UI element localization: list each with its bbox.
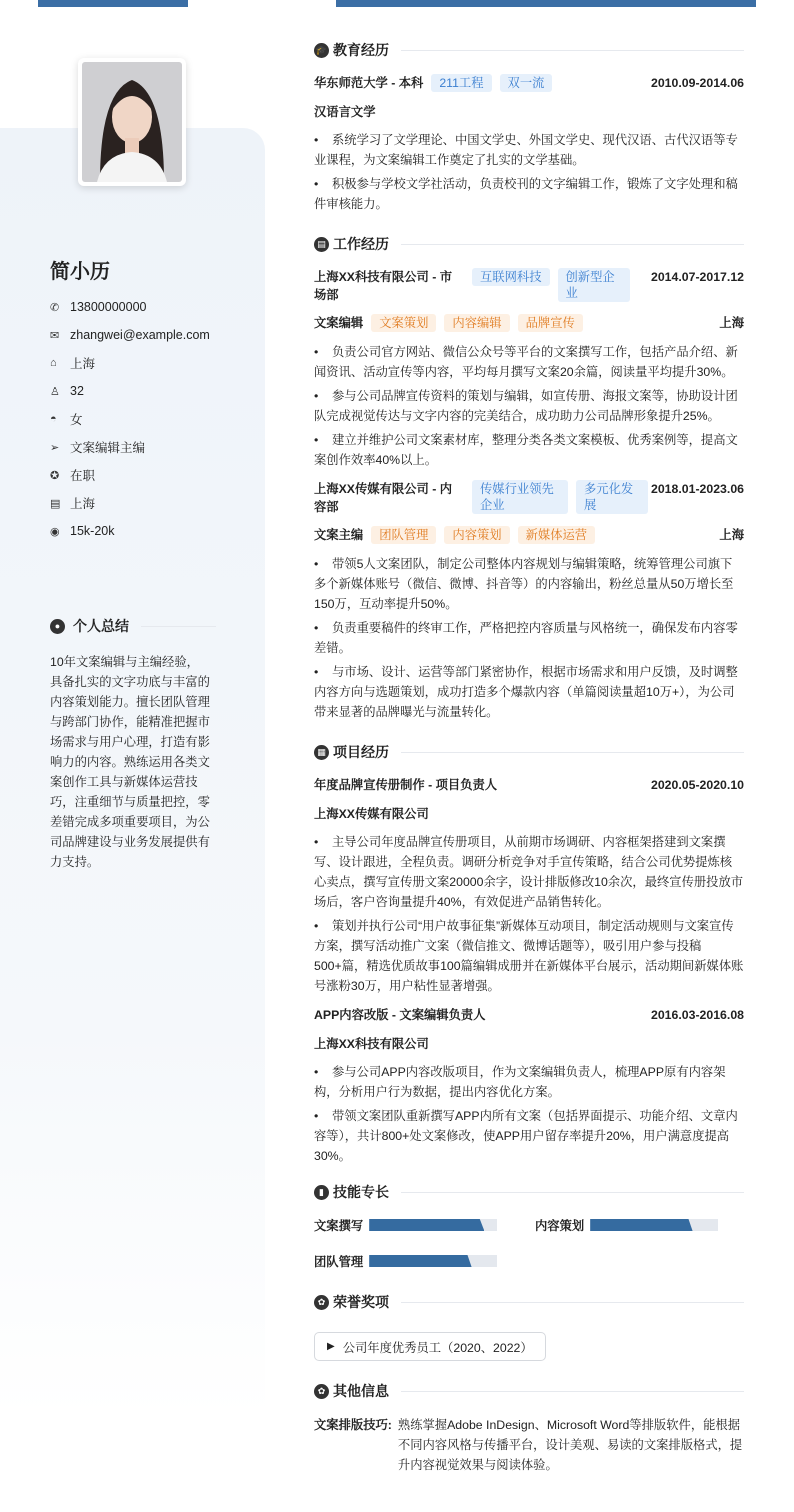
section-title: 技能专长	[333, 1184, 389, 1200]
education-heading	[314, 38, 744, 62]
project-entry	[314, 1006, 744, 1166]
date: 2014.07-2017.12	[651, 270, 744, 284]
bullet: • 参与公司品牌宣传资料的策划与编辑，如宣传册、海报文案等，协助设计团队完成视觉传达与文字内容的完美结合，成功助力公司品牌形象提升25%。	[314, 386, 744, 426]
job-bullets	[314, 342, 744, 470]
other-heading	[314, 1379, 744, 1403]
briefcase-icon: ▤	[314, 237, 329, 252]
top-accent-bar-right	[336, 0, 756, 7]
section-title: 教育经历	[333, 42, 389, 58]
job-entry	[314, 268, 744, 470]
date: 2010.09-2014.06	[651, 76, 744, 90]
major: 汉语言文学	[314, 105, 376, 119]
candidate-name: 简小历	[50, 261, 110, 283]
other-label: 文案排版技巧:	[314, 1418, 392, 1432]
company: 上海XX科技有限公司 - 市场部	[314, 270, 453, 302]
bullet: • 主导公司年度品牌宣传册项目，从前期市场调研、内容框架搭建到文案撰写、设计跟进，全程负责。调研分析竞争对手宣传策略，结合公司优势提炼核心卖点，撰写宣传册文案20000余字，设计排版修改10余次，最终宣传册投放市场后，客户咨询量提升40%，有效促进产品销售转化。	[314, 832, 744, 912]
projects-heading	[314, 740, 744, 764]
skill-item	[314, 1216, 535, 1234]
other-text: 熟练掌握Adobe InDesign、Microsoft Word等排版软件，能根据不同内容风格与传播平台，设计美观、易读的文案排版格式，提升内容视觉效果与阅读体验。	[397, 1418, 743, 1472]
bullet: • 与市场、设计、运营等部门紧密协作，根据市场需求和用户反馈，及时调整内容方向与选题策划，成功打造多个爆款内容（单篇阅读量超10万+），为公司带来显著的品牌曝光与流量转化。	[314, 662, 744, 722]
project-name: 年度品牌宣传册制作 - 项目负责人	[314, 778, 498, 792]
summary-heading	[50, 616, 216, 636]
project-bullets	[314, 832, 744, 996]
role: 文案编辑	[314, 316, 364, 330]
section-title: 其他信息	[333, 1383, 389, 1399]
grid-icon: ▦	[314, 745, 329, 760]
tag: 创新型企业	[558, 268, 630, 302]
city: 上海	[719, 528, 744, 542]
age-icon: ♙	[50, 385, 60, 398]
other-info	[314, 1415, 744, 1475]
contact-value: 15k-20k	[70, 524, 115, 538]
skill-bar	[590, 1219, 718, 1231]
contact-item	[50, 489, 210, 517]
phone-icon: ✆	[50, 301, 60, 314]
contact-value: 32	[70, 384, 84, 398]
tag: 互联网科技	[472, 268, 550, 286]
project-company: 上海XX科技有限公司	[314, 1037, 429, 1051]
contact-item	[50, 377, 210, 405]
project-bullets	[314, 1062, 744, 1166]
home-icon: ⌂	[50, 357, 57, 369]
contact-value: 上海	[70, 497, 96, 511]
contact-item	[50, 321, 210, 349]
tag: 211工程	[431, 74, 491, 92]
company: 上海XX传媒有限公司 - 内容部	[314, 482, 453, 514]
contact-item	[50, 405, 210, 433]
contact-item	[50, 433, 210, 461]
work-heading	[314, 232, 744, 256]
contact-value: 13800000000	[70, 300, 147, 314]
skill-name: 文案撰写	[314, 1219, 364, 1233]
summary-text: 10年文案编辑与主编经验，具备扎实的文字功底与丰富的内容策划能力。擅长团队管理与跨部门协作，能精准把握市场需求与用户心理，打造有影响力的内容。熟练运用各类文案创作工具与新媒体运营技巧，注重细节与质量把控，零差错完成多项重要项目，为公司品牌建设与业务发展提供有力支持。	[50, 655, 210, 869]
education-row	[314, 74, 744, 92]
user-icon: ●	[50, 619, 65, 634]
skill-bar	[369, 1219, 497, 1231]
project-entry	[314, 776, 744, 996]
skill-bar-fill	[369, 1219, 484, 1231]
school-name: 华东师范大学 - 本科	[314, 76, 424, 90]
triangle-right-icon: ▶	[327, 1341, 335, 1352]
summary-title: 个人总结	[73, 618, 129, 634]
section-title: 荣誉奖项	[333, 1294, 389, 1310]
skill-tag: 文案策划	[371, 314, 436, 332]
bar-chart-icon: ▮	[314, 1185, 329, 1200]
skill-bar	[369, 1255, 497, 1267]
project-list	[314, 776, 744, 1166]
section-title: 项目经历	[333, 744, 389, 760]
job-row	[314, 268, 744, 304]
bullet: • 带领文案团队重新撰写APP内所有文案（包括界面提示、功能介绍、文章内容等），共计800+处文案修改，使APP用户留存率提升20%，用户满意度提高30%。	[314, 1106, 744, 1166]
project-company: 上海XX传媒有限公司	[314, 807, 429, 821]
project-row	[314, 776, 744, 794]
education-bullets	[314, 130, 744, 214]
bullet: • 系统学习了文学理论、中国文学史、外国文学史、现代汉语、古代汉语等专业课程，为文案编辑工作奠定了扎实的文学基础。	[314, 130, 744, 170]
job-row	[314, 480, 744, 516]
skill-name: 团队管理	[314, 1255, 364, 1269]
status-icon: ✪	[50, 469, 60, 482]
avatar	[78, 58, 186, 186]
contact-item	[50, 349, 210, 377]
skill-bar-fill	[590, 1219, 692, 1231]
top-accent-bar-left	[38, 0, 188, 7]
award-text: 公司年度优秀员工（2020、2022）	[342, 1340, 533, 1355]
contact-item	[50, 517, 210, 545]
job-bullets	[314, 554, 744, 722]
skills-heading	[314, 1180, 744, 1204]
contact-value: zhangwei@example.com	[70, 328, 210, 342]
gender-icon: ◓	[50, 413, 57, 425]
project-name: APP内容改版 - 文案编辑负责人	[314, 1008, 486, 1022]
awards-heading	[314, 1290, 744, 1314]
contact-value: 上海	[70, 357, 96, 371]
mail-icon: ✉	[50, 329, 60, 342]
contact-list	[50, 293, 210, 545]
city: 上海	[719, 316, 744, 330]
salary-icon: ◉	[50, 525, 60, 538]
skill-bar-fill	[369, 1255, 471, 1267]
contact-item	[50, 293, 210, 321]
tag: 传媒行业领先企业	[472, 480, 568, 514]
project-row	[314, 1006, 744, 1024]
skill-item	[314, 1252, 535, 1270]
bullet: • 负责公司官方网站、微信公众号等平台的文案撰写工作，包括产品介绍、新闻资讯、活动宣传等内容，平均每月撰写文案20余篇，阅读量平均提升30%。	[314, 342, 744, 382]
info-icon: ✿	[314, 1384, 329, 1399]
skill-tag: 内容策划	[444, 526, 509, 544]
tag: 双一流	[500, 74, 553, 92]
skills-list	[314, 1216, 744, 1270]
date: 2018.01-2023.06	[651, 482, 744, 496]
job-list	[314, 268, 744, 722]
date: 2020.05-2020.10	[651, 778, 744, 792]
contact-value: 文案编辑主编	[70, 441, 146, 455]
skill-tag: 新媒体运营	[518, 526, 596, 544]
award-item[interactable]	[314, 1332, 546, 1361]
section-title: 工作经历	[333, 236, 389, 252]
bullet: • 带领5人文案团队，制定公司整体内容规划与编辑策略，统筹管理公司旗下多个新媒体账号（微信、微博、抖音等）的内容输出，粉丝总量从50万增长至150万，互动率提升50%。	[314, 554, 744, 614]
skill-tag: 团队管理	[371, 526, 436, 544]
bullet: • 负责重要稿件的终审工作，严格把控内容质量与风格统一，确保发布内容零差错。	[314, 618, 744, 658]
graduation-cap-icon: 🎓	[314, 43, 329, 58]
job-entry	[314, 480, 744, 722]
skill-name: 内容策划	[535, 1219, 585, 1233]
bullet: • 参与公司APP内容改版项目，作为文案编辑负责人，梳理APP原有内容架构，分析用户行为数据，提出内容优化方案。	[314, 1062, 744, 1102]
bullet: • 建立并维护公司文案素材库，整理分类各类文案模板、优秀案例等，提高文案创作效率40%以上。	[314, 430, 744, 470]
date: 2016.03-2016.08	[651, 1008, 744, 1022]
contact-value: 在职	[70, 469, 96, 483]
main-content	[314, 38, 744, 1475]
role: 文案主编	[314, 528, 364, 542]
skill-item	[535, 1216, 744, 1234]
tag: 多元化发展	[576, 480, 648, 514]
role-row	[314, 526, 744, 544]
skill-tag: 内容编辑	[444, 314, 509, 332]
contact-item	[50, 461, 210, 489]
contact-value: 女	[70, 413, 83, 427]
role-row	[314, 314, 744, 332]
bullet: • 积极参与学校文学社活动，负责校刊的文字编辑工作，锻炼了文字处理和稿件审核能力。	[314, 174, 744, 214]
skill-tag: 品牌宣传	[518, 314, 583, 332]
bullet: • 策划并执行公司“用户故事征集”新媒体互动项目，制定活动规则与文案宣传方案，撰写活动推广文案（微信推文、微博话题等），吸引用户参与投稿500+篇，精选优质故事100篇编辑成册并在新媒体平台展示，活动期间新媒体账号涨粉30万，用户粘性显著增强。	[314, 916, 744, 996]
city-icon: ▤	[50, 497, 61, 510]
position-icon: ➢	[50, 441, 60, 454]
award-icon: ✿	[314, 1295, 329, 1310]
